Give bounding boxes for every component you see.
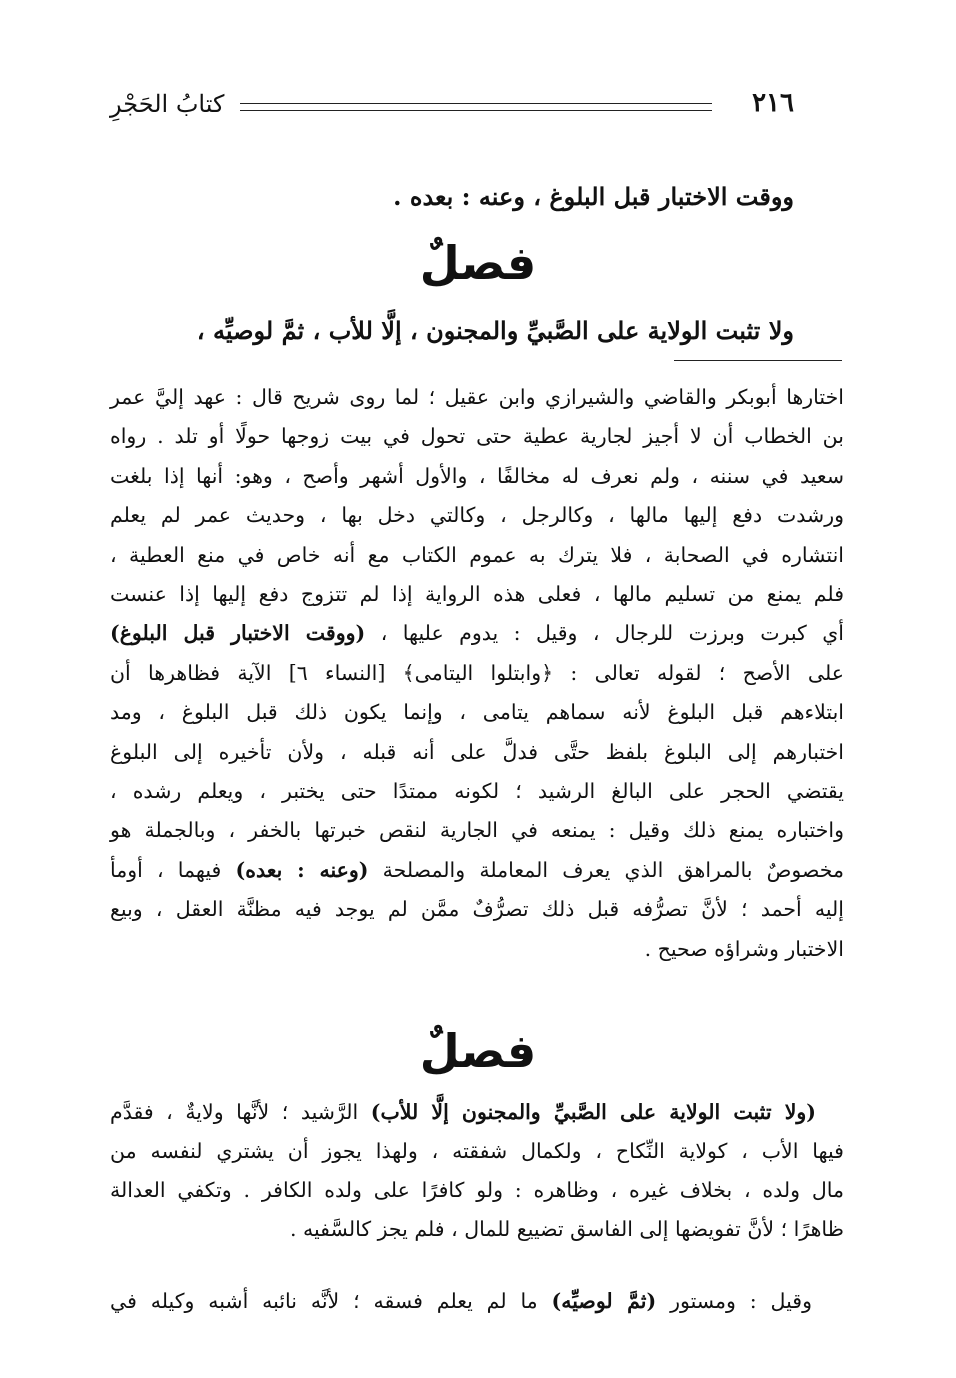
separator-rule xyxy=(674,360,842,361)
text-line: بن الخطاب أن لا أجيز لجارية عطية حتى تحول في بيت زوجها حولًا أو تلد . رواه xyxy=(110,424,844,449)
text-line: واختباره يمنع ذلك وقيل : يمنعه في الجارية لنقص خبرتها بالخفر ، وبالجملة هو xyxy=(110,818,844,843)
section-heading-2: فصلٌ xyxy=(419,1024,537,1078)
text-line xyxy=(110,851,844,890)
matn-quote: (ثمَّ لوصيِّه) xyxy=(551,1289,657,1313)
commentary-text: وقيل : ومستور xyxy=(670,1289,812,1313)
text-line: ابتلاءهم قبل البلوغ لأنه سماهم يتامى ، وإنما يكون ذلك قبل البلوغ ، ومد xyxy=(110,700,844,725)
text-line: ظاهرًا ؛ لأنَّ تفويضها إلى الفاسق تضييع للمال ، فلم يجز كالسَّفيه . xyxy=(289,1217,844,1241)
commentary-paragraph-3 xyxy=(110,1282,844,1321)
matn-text-section-1: ولا تثبت الولاية على الصَّبيِّ والمجنون ، إلَّا للأب ، ثمَّ لوصيِّه ، xyxy=(196,316,794,345)
text-line: اختارها أبوبكر والقاضي والشيرازي وابن عقيل ؛ لما روى شريح قال : عهد إليَّ عمر xyxy=(110,385,844,409)
text-line: ورشدت دفع إليها مالها ، وكالرجل ، وكالتي دخل بها ، وحديث عمر لم يعلم xyxy=(110,503,844,528)
text-line: على الأصح ؛ لقوله تعالى : ﴿وابتلوا اليتامى﴾ [النساء ٦] الآية فظاهرها أن xyxy=(110,660,844,685)
text-line xyxy=(110,1282,844,1321)
page-number: ٢١٦ xyxy=(752,88,794,118)
text-line: انتشاره في الصحابة ، فلا يترك به عموم الكتاب مع أنه خاص في منع العطية ، xyxy=(110,542,844,567)
book-title: كتابُ الحَجْرِ xyxy=(110,90,225,118)
matn-quote: (ووقت الاختبار قبل البلوغ) xyxy=(110,621,366,646)
header-double-rule xyxy=(240,103,712,111)
matn-quote: (ولا تثبت الولاية على الصَّبيِّ والمجنون إلَّا للأب) xyxy=(370,1100,816,1124)
section-heading-1: فصلٌ xyxy=(419,236,537,290)
matn-text-top: ووقت الاختبار قبل البلوغ ، وعنه : بعده . xyxy=(393,182,794,211)
text-line xyxy=(110,1093,844,1132)
commentary-paragraph-2 xyxy=(110,1093,844,1249)
text-line: مال ولده ، بخلاف غيره ، وظاهره : ولو كافرًا على ولده الكافر . وتكفي العدالة xyxy=(110,1178,844,1202)
text-line: اختبارهم إلى البلوغ بلفظ حتَّى فدلَّ على أنه قبله ، ولأن تأخيره إلى البلوغ xyxy=(110,739,844,764)
text-line: يقتضي الحجر على البالغ الرشيد ؛ لكونه ممتدًا حتى يختبر ، ويعلم رشده ، xyxy=(110,779,844,804)
text-line: فلم يمنع من تسليم مالها ، فعلى هذه الرواية إذا لم تتزوج دفع إليها إذا عنست xyxy=(110,582,844,607)
text-line: فيها الأب ، كولاية النِّكاح ، ولكمال شفقته ، ولهذا يجوز أن يشتري لنفسه من xyxy=(110,1139,844,1163)
text-line: إليه أحمد ؛ لأنَّ تصرُّفه قبل ذلك تصرُّفٌ ممَّن لم يوجد فيه مظنَّة العقل ، وبيع xyxy=(110,897,844,922)
commentary-text: ما لم يعلم فسقه ؛ لأنَّه نائبه أشبه وكيله في xyxy=(110,1289,538,1313)
text-line: الاختبار وشراؤه صحيح . xyxy=(644,936,844,961)
text-line: سعيد في سننه ، ولم نعرف له مخالفًا ، والأول أشهر وأصح ، وهو: أنها إذا بلغت xyxy=(110,463,844,488)
commentary-text: فيهما ، أومأ xyxy=(110,857,222,882)
page-header xyxy=(110,88,794,128)
commentary-text: الرَّشيد ؛ لأنَّها ولايةٌ ، فقدَّم xyxy=(110,1100,359,1124)
text-line xyxy=(110,614,844,653)
commentary-text: مخصوصٌ بالمراهق الذي يعرف المعاملة والمصلحة xyxy=(382,857,844,882)
commentary-paragraph-1 xyxy=(110,378,844,969)
commentary-text: أي كبرت وبرزت للرجال ، وقيل : يدوم عليها ، xyxy=(380,621,844,646)
matn-quote: (وعنه : بعده) xyxy=(235,857,369,882)
